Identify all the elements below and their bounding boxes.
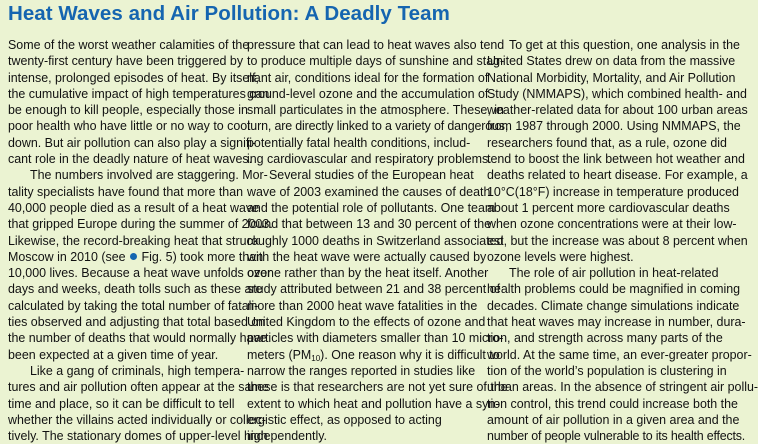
text-line: roughly 1000 deaths in Switzerland associated (247, 233, 504, 248)
text-line: potentially fatal health conditions, includ- (247, 135, 471, 150)
text-line: tures and air pollution often appear at the same (8, 380, 269, 395)
text-line: tend to boost the link between hot weather and (487, 152, 745, 167)
text-line: wave of 2003 examined the causes of death (247, 184, 491, 199)
text-line: deaths related to heart disease. For example, a (487, 168, 748, 183)
text-line: weather-related data for about 100 urban areas (487, 103, 748, 118)
text-line: Like a gang of criminals, high tempera- (30, 363, 245, 378)
text-line: extent to which heat and pollution have a syn- (247, 396, 500, 411)
text-line: calculated by taking the total number of fatali- (8, 298, 259, 313)
figure-reference-link[interactable]: Fig. 5) took more than (141, 249, 264, 264)
text-line-with-subscript (247, 347, 500, 363)
text-segment: ). One reason why it is difficult to (320, 347, 500, 362)
text-line: nant air, conditions ideal for the formation of (247, 70, 489, 85)
text-line: and the potential role of pollutants. One team (247, 200, 496, 215)
article-title: Heat Waves and Air Pollution: A Deadly Team (8, 2, 450, 25)
text-line: tality specialists have found that more than (8, 184, 244, 199)
text-line: urban areas. In the absence of stringent air pollu- (487, 380, 758, 395)
text-line: days and weeks, death tolls such as these are (8, 282, 263, 297)
text-segment: meters (PM (247, 347, 312, 362)
text-segment: Moscow in 2010 (see (8, 249, 126, 264)
text-line: time and place, so it can be difficult to tell (8, 396, 235, 411)
figure-bullet-icon (130, 253, 137, 260)
text-line: ties observed and adjusting that total based on (8, 315, 266, 330)
text-line: whether the villains acted individually or collec- (8, 412, 266, 427)
text-line: Likewise, the record-breaking heat that struck (8, 233, 259, 248)
text-line: with the heat wave were actually caused by (247, 249, 487, 264)
text-line: more than 2000 heat wave fatalities in the (247, 298, 478, 313)
text-line: world. At the same time, an ever-greater propor- (487, 347, 752, 362)
text-line: twenty-first century have been triggered by (8, 54, 244, 69)
text-line: to produce multiple days of sunshine and stag- (247, 54, 505, 69)
text-line: found that between 13 and 30 percent of the (247, 217, 492, 232)
text-line: 10°C(18°F) increase in temperature produced (487, 184, 739, 199)
text-line: these is that researchers are not yet sure of the (247, 380, 508, 395)
text-line: To get at this question, one analysis in the (509, 38, 740, 52)
text-line: pressure that can lead to heat waves also tend (247, 38, 505, 52)
text-line: study attributed between 21 and 38 percent of (247, 282, 501, 297)
text-line: ground-level ozone and the accumulation of (247, 86, 489, 101)
text-line: health problems could be magnified in coming (487, 282, 741, 297)
text-line: decades. Climate change simulations indicate (487, 298, 740, 313)
text-line: Study (NMMAPS), which combined health- and (487, 86, 747, 101)
text-line: United Kingdom to the effects of ozone and (247, 315, 486, 330)
text-line: small particulates in the atmosphere. These, in (247, 103, 504, 118)
text-line-with-figure-ref (8, 249, 264, 265)
text-line: about 1 percent more cardiovascular deaths (487, 200, 730, 215)
text-line: poor health who have little or no way to cool (8, 119, 250, 134)
text-line: tively. The stationary domes of upper-level high (8, 429, 268, 444)
text-line: ing cardiovascular and respiratory problems. (247, 152, 492, 167)
text-line: be enough to kill people, especially those in (8, 103, 248, 118)
text-line: intense, prolonged episodes of heat. By itself, (8, 70, 259, 85)
text-line: The numbers involved are staggering. Mor- (30, 168, 268, 183)
text-line: United States drew on data from the massive (487, 54, 736, 69)
text-line: number of people vulnerable to its health effects. (487, 429, 746, 444)
text-line: researchers found that, as a rule, ozone did (487, 135, 727, 150)
text-column-1 (8, 37, 273, 444)
text-line: that gripped Europe during the summer of 2003. (8, 217, 273, 232)
text-line: from 1987 through 2000. Using NMMAPS, the (487, 119, 741, 134)
text-line: tion of the world’s population is clustering in (487, 363, 727, 378)
text-line: cant role in the deadly nature of heat waves. (8, 152, 253, 167)
text-line: Several studies of the European heat (269, 168, 474, 183)
text-line: The role of air pollution in heat-related (509, 266, 719, 281)
text-line: the cumulative impact of high temperatures can (8, 86, 270, 101)
text-line: ozone levels were highest. (487, 249, 634, 264)
text-line: est, but the increase was about 8 percent when (487, 233, 748, 248)
text-line: independently. (247, 429, 327, 444)
text-line: turn, are directly linked to a variety of dangerous, (247, 119, 509, 134)
text-line: the number of deaths that would normally have (8, 331, 267, 346)
text-line: when ozone concentrations were at their low- (487, 217, 737, 232)
text-line: Some of the worst weather calamities of the (8, 38, 250, 52)
text-column-2 (247, 37, 509, 444)
text-line: amount of air pollution in a given area and the (487, 412, 740, 427)
text-column-3 (487, 37, 758, 444)
text-line: tion, and strength across many parts of the (487, 331, 723, 346)
text-line: that heat waves may increase in number, dura- (487, 315, 746, 330)
text-line: ozone rather than by the heat itself. Another (247, 266, 489, 281)
text-line: tion control, this trend could increase both the (487, 396, 738, 411)
text-line: National Morbidity, Mortality, and Air Pollution (487, 70, 736, 85)
text-line: particles with diameters smaller than 10 micro- (247, 331, 504, 346)
text-line: ergistic effect, as opposed to acting (247, 412, 442, 427)
text-line: 40,000 people died as a result of a heat wave (8, 200, 260, 215)
subscript: 10 (311, 353, 321, 363)
text-line: been expected at a given time of year. (8, 347, 219, 362)
text-line: down. But air pollution can also play a signifi- (8, 135, 257, 150)
text-line: 10,000 lives. Because a heat wave unfolds over (8, 266, 272, 281)
text-line: narrow the ranges reported in studies like (247, 363, 476, 378)
